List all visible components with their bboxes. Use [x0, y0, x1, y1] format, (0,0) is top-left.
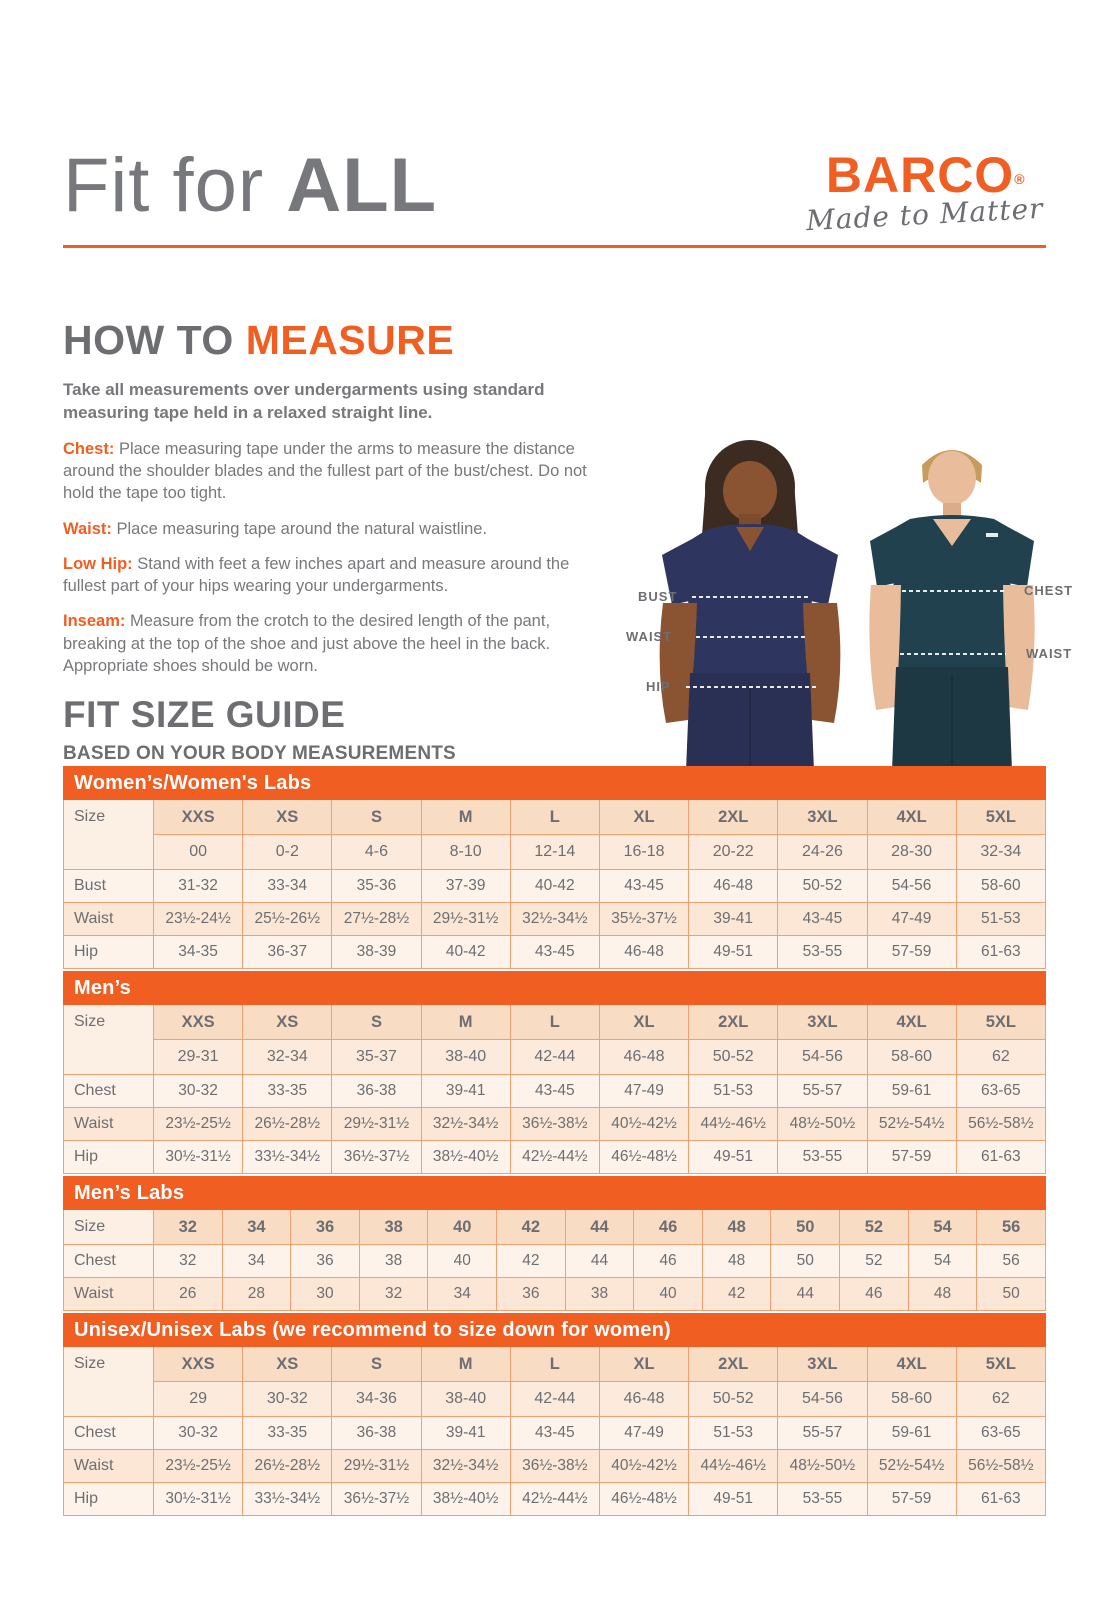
measurement-cell: 56½-58½	[956, 1108, 1045, 1141]
how-to-measure-section	[63, 317, 588, 677]
measurement-cell: 43-45	[510, 1417, 599, 1450]
size-name-cell: XXS	[154, 800, 243, 835]
row-label: Hip	[64, 1483, 154, 1516]
measurement-cell: 26½-28½	[243, 1108, 332, 1141]
size-name-cell: S	[332, 800, 421, 835]
row-label: Waist	[64, 1278, 154, 1311]
numeric-size-cell: 34-36	[332, 1382, 421, 1417]
size-corner-label: Size	[64, 1210, 154, 1245]
measure-item-inseam-text: Measure from the crotch to the desired length of the pant, breaking at the top of the shoe and just above the heel in the back. Appropriate shoes should be worn.	[63, 612, 551, 675]
measure-item-lowhip-text: Stand with feet a few inches apart and measure around the fullest part of your hips wearing your undergarments.	[63, 554, 570, 596]
fit-size-guide-header	[63, 696, 1046, 765]
size-name-cell: XS	[243, 1005, 332, 1040]
size-name-cell: 54	[908, 1210, 977, 1245]
size-corner-label: Size	[64, 1347, 154, 1417]
measurement-cell: 42½-44½	[510, 1141, 599, 1174]
measurement-cell: 36	[497, 1278, 566, 1311]
measurement-cell: 36½-38½	[510, 1450, 599, 1483]
measure-item-inseam	[63, 610, 588, 677]
measurement-cell: 43-45	[510, 936, 599, 969]
measurement-cell: 55-57	[778, 1417, 867, 1450]
size-name-cell: S	[332, 1005, 421, 1040]
measurement-cell: 36	[291, 1245, 360, 1278]
numeric-size-cell: 0-2	[243, 835, 332, 870]
measurement-cell: 57-59	[867, 1141, 956, 1174]
numeric-size-cell: 46-48	[599, 1382, 688, 1417]
numeric-size-cell: 54-56	[778, 1040, 867, 1075]
measurement-cell: 40-42	[421, 936, 510, 969]
measurement-row	[64, 903, 1046, 936]
numeric-size-cell: 50-52	[689, 1382, 778, 1417]
size-name-cell: 5XL	[956, 1347, 1045, 1382]
size-table	[63, 1176, 1046, 1311]
measurement-cell: 40½-42½	[599, 1450, 688, 1483]
size-name-row	[64, 1347, 1046, 1382]
measurement-cell: 51-53	[689, 1075, 778, 1108]
numeric-size-cell: 38-40	[421, 1382, 510, 1417]
measurement-cell: 53-55	[778, 1483, 867, 1516]
measurement-cell: 61-63	[956, 1483, 1045, 1516]
measurement-cell: 46½-48½	[599, 1141, 688, 1174]
measurement-cell: 32½-34½	[421, 1450, 510, 1483]
measurement-cell: 51-53	[956, 903, 1045, 936]
measurement-cell: 47-49	[599, 1075, 688, 1108]
numeric-size-cell: 62	[956, 1040, 1045, 1075]
registered-mark-icon: ®	[1014, 171, 1025, 187]
measurement-cell: 35-36	[332, 870, 421, 903]
measurement-cell: 34	[222, 1245, 291, 1278]
measurement-cell: 30	[291, 1278, 360, 1311]
size-name-row	[64, 1210, 1046, 1245]
numeric-size-cell: 29-31	[154, 1040, 243, 1075]
header-divider	[63, 245, 1046, 248]
measurement-cell: 30-32	[154, 1417, 243, 1450]
size-name-cell: 3XL	[778, 800, 867, 835]
measurement-cell: 50-52	[778, 870, 867, 903]
measure-item-waist-label: Waist:	[63, 519, 112, 538]
measurement-cell: 23½-25½	[154, 1108, 243, 1141]
measurement-cell: 54	[908, 1245, 977, 1278]
size-name-cell: 44	[565, 1210, 634, 1245]
measurement-cell: 52½-54½	[867, 1108, 956, 1141]
measurement-cell: 44½-46½	[689, 1450, 778, 1483]
size-name-cell: 3XL	[778, 1005, 867, 1040]
measurement-row	[64, 1483, 1046, 1516]
size-name-cell: M	[421, 1005, 510, 1040]
measurement-cell: 48	[908, 1278, 977, 1311]
measurement-cell: 56	[977, 1245, 1046, 1278]
row-label: Waist	[64, 1450, 154, 1483]
measurement-cell: 38	[359, 1245, 428, 1278]
size-name-cell: M	[421, 800, 510, 835]
measurement-cell: 59-61	[867, 1075, 956, 1108]
size-name-cell: 2XL	[689, 1005, 778, 1040]
size-name-cell: XL	[599, 1347, 688, 1382]
size-name-cell: XXS	[154, 1005, 243, 1040]
measurement-cell: 26½-28½	[243, 1450, 332, 1483]
measurement-cell: 38-39	[332, 936, 421, 969]
measurement-cell: 31-32	[154, 870, 243, 903]
row-label: Hip	[64, 936, 154, 969]
measurement-cell: 29½-31½	[421, 903, 510, 936]
measurement-cell: 42½-44½	[510, 1483, 599, 1516]
size-name-cell: 4XL	[867, 800, 956, 835]
measurement-cell: 56½-58½	[956, 1450, 1045, 1483]
numeric-size-cell: 32-34	[956, 835, 1045, 870]
measurement-cell: 40½-42½	[599, 1108, 688, 1141]
numeric-size-cell: 54-56	[778, 1382, 867, 1417]
measurement-cell: 58-60	[956, 870, 1045, 903]
size-name-cell: 50	[771, 1210, 840, 1245]
size-name-cell: 32	[154, 1210, 223, 1245]
measurement-row	[64, 936, 1046, 969]
size-table	[63, 766, 1046, 969]
size-name-cell: 38	[359, 1210, 428, 1245]
waist-left-label: WAIST	[626, 629, 673, 644]
numeric-size-cell: 12-14	[510, 835, 599, 870]
size-name-cell: XS	[243, 800, 332, 835]
numeric-size-cell: 28-30	[867, 835, 956, 870]
measurement-cell: 46½-48½	[599, 1483, 688, 1516]
size-name-cell: 52	[840, 1210, 909, 1245]
measurement-cell: 30-32	[154, 1075, 243, 1108]
row-label: Chest	[64, 1075, 154, 1108]
numeric-size-cell: 32-34	[243, 1040, 332, 1075]
measurement-cell: 39-41	[689, 903, 778, 936]
measurement-row	[64, 1141, 1046, 1174]
numeric-size-cell: 58-60	[867, 1382, 956, 1417]
measurement-cell: 39-41	[421, 1075, 510, 1108]
measurement-cell: 40	[634, 1278, 703, 1311]
row-label: Waist	[64, 1108, 154, 1141]
size-name-cell: 5XL	[956, 1005, 1045, 1040]
numeric-size-cell: 58-60	[867, 1040, 956, 1075]
measurement-cell: 38½-40½	[421, 1483, 510, 1516]
measure-item-chest-label: Chest:	[63, 439, 115, 458]
measurement-cell: 47-49	[599, 1417, 688, 1450]
measurement-cell: 46	[840, 1278, 909, 1311]
brand-logo	[805, 147, 1045, 238]
size-name-cell: 46	[634, 1210, 703, 1245]
measurement-cell: 42	[497, 1245, 566, 1278]
measurement-cell: 35½-37½	[599, 903, 688, 936]
numeric-size-cell: 46-48	[599, 1040, 688, 1075]
measurement-cell: 36½-37½	[332, 1483, 421, 1516]
size-name-cell: XS	[243, 1347, 332, 1382]
measurement-cell: 36½-37½	[332, 1141, 421, 1174]
measurement-cell: 55-57	[778, 1075, 867, 1108]
measurement-row	[64, 1075, 1046, 1108]
size-name-cell: XXS	[154, 1347, 243, 1382]
measure-intro: Take all measurements over undergarments using standard measuring tape held in a relaxed straight line.	[63, 380, 545, 422]
measurement-cell: 32	[154, 1245, 223, 1278]
measurement-cell: 28	[222, 1278, 291, 1311]
measurement-cell: 57-59	[867, 1483, 956, 1516]
measurement-cell: 46	[634, 1245, 703, 1278]
bust-label: BUST	[638, 589, 678, 604]
measurement-cell: 37-39	[421, 870, 510, 903]
numeric-size-cell: 16-18	[599, 835, 688, 870]
size-name-cell: 34	[222, 1210, 291, 1245]
measurement-cell: 63-65	[956, 1075, 1045, 1108]
size-name-cell: 40	[428, 1210, 497, 1245]
measurement-cell: 49-51	[689, 936, 778, 969]
numeric-size-cell: 50-52	[689, 1040, 778, 1075]
measure-item-inseam-label: Inseam:	[63, 612, 126, 631]
measure-item-chest	[63, 438, 588, 505]
numeric-size-cell: 8-10	[421, 835, 510, 870]
measurement-cell: 44	[771, 1278, 840, 1311]
measurement-cell: 53-55	[778, 936, 867, 969]
size-name-cell: 3XL	[778, 1347, 867, 1382]
measurement-cell: 39-41	[421, 1417, 510, 1450]
measurement-cell: 33½-34½	[243, 1483, 332, 1516]
measure-item-waist-text: Place measuring tape around the natural waistline.	[116, 519, 488, 538]
numeric-size-cell: 24-26	[778, 835, 867, 870]
size-name-cell: L	[510, 800, 599, 835]
chest-label: CHEST	[1024, 583, 1074, 598]
page-title-regular: Fit for	[63, 143, 287, 228]
measurement-cell: 54-56	[867, 870, 956, 903]
size-name-row	[64, 1005, 1046, 1040]
measurement-cell: 61-63	[956, 1141, 1045, 1174]
measurement-cell: 43-45	[778, 903, 867, 936]
measurement-cell: 33-34	[243, 870, 332, 903]
how-to-measure-title-gray: HOW TO	[63, 317, 246, 363]
measurement-cell: 33-35	[243, 1075, 332, 1108]
measurement-cell: 47-49	[867, 903, 956, 936]
size-name-cell: 2XL	[689, 1347, 778, 1382]
measurement-cell: 44½-46½	[689, 1108, 778, 1141]
measure-item-chest-text: Place measuring tape under the arms to measure the distance around the shoulder blades and the fullest part of the bust/chest. Do not hold the tape too tight.	[63, 439, 587, 503]
measurement-cell: 52	[840, 1245, 909, 1278]
size-name-cell: 42	[497, 1210, 566, 1245]
measurement-cell: 48	[702, 1245, 771, 1278]
numeric-size-cell: 42-44	[510, 1040, 599, 1075]
size-name-cell: 56	[977, 1210, 1046, 1245]
page-title-bold: ALL	[286, 143, 438, 228]
size-name-cell: XL	[599, 1005, 688, 1040]
section-header: Unisex/Unisex Labs (we recommend to size down for women)	[64, 1314, 1046, 1347]
row-label: Waist	[64, 903, 154, 936]
measurement-cell: 34-35	[154, 936, 243, 969]
row-label: Chest	[64, 1417, 154, 1450]
measurement-cell: 51-53	[689, 1417, 778, 1450]
section-header: Men’s	[64, 972, 1046, 1005]
measurement-cell: 33-35	[243, 1417, 332, 1450]
measurement-cell: 43-45	[599, 870, 688, 903]
size-name-cell: 5XL	[956, 800, 1045, 835]
numeric-size-cell: 62	[956, 1382, 1045, 1417]
measurement-cell: 61-63	[956, 936, 1045, 969]
measurement-row	[64, 1417, 1046, 1450]
measurement-cell: 50	[771, 1245, 840, 1278]
measure-item-lowhip-label: Low Hip:	[63, 554, 133, 573]
size-name-row	[64, 800, 1046, 835]
measurement-cell: 50	[977, 1278, 1046, 1311]
size-table	[63, 1313, 1046, 1516]
measurement-cell: 48½-50½	[778, 1450, 867, 1483]
size-name-cell: L	[510, 1347, 599, 1382]
size-name-cell: 48	[702, 1210, 771, 1245]
measurement-row	[64, 1245, 1046, 1278]
measurement-cell: 34	[428, 1278, 497, 1311]
measure-item-lowhip	[63, 553, 588, 598]
size-name-cell: 4XL	[867, 1347, 956, 1382]
brand-name: BARCO	[825, 147, 1015, 203]
numeric-size-row	[64, 835, 1046, 870]
numeric-size-cell: 42-44	[510, 1382, 599, 1417]
measurement-cell: 48½-50½	[778, 1108, 867, 1141]
measure-item-waist	[63, 518, 588, 540]
numeric-size-cell: 29	[154, 1382, 243, 1417]
numeric-size-cell: 00	[154, 835, 243, 870]
measurement-cell: 63-65	[956, 1417, 1045, 1450]
measurement-cell: 52½-54½	[867, 1450, 956, 1483]
numeric-size-cell: 20-22	[689, 835, 778, 870]
hip-label: HIP	[646, 679, 671, 694]
measurement-cell: 25½-26½	[243, 903, 332, 936]
measurement-cell: 43-45	[510, 1075, 599, 1108]
section-header: Women’s/Women's Labs	[64, 767, 1046, 800]
measurement-cell: 32½-34½	[421, 1108, 510, 1141]
size-table	[63, 971, 1046, 1174]
measurement-cell: 33½-34½	[243, 1141, 332, 1174]
size-name-cell: 2XL	[689, 800, 778, 835]
section-header: Men’s Labs	[64, 1177, 1046, 1210]
measurement-cell: 36-37	[243, 936, 332, 969]
size-name-cell: S	[332, 1347, 421, 1382]
measurement-cell: 26	[154, 1278, 223, 1311]
size-name-cell: M	[421, 1347, 510, 1382]
measurement-cell: 46-48	[689, 870, 778, 903]
size-tables	[63, 766, 1046, 1518]
measurement-cell: 53-55	[778, 1141, 867, 1174]
page-title	[63, 143, 438, 228]
measurement-cell: 38½-40½	[421, 1141, 510, 1174]
numeric-size-row	[64, 1382, 1046, 1417]
size-name-cell: 36	[291, 1210, 360, 1245]
size-corner-label: Size	[64, 800, 154, 870]
fit-size-guide-title: FIT SIZE GUIDE	[63, 694, 346, 735]
measurement-cell: 38	[565, 1278, 634, 1311]
measurement-row	[64, 870, 1046, 903]
measurement-cell: 46-48	[599, 936, 688, 969]
measurement-cell: 36-38	[332, 1075, 421, 1108]
measurement-cell: 29½-31½	[332, 1450, 421, 1483]
measurement-row	[64, 1450, 1046, 1483]
measurement-cell: 36-38	[332, 1417, 421, 1450]
fit-size-guide-subtitle: BASED ON YOUR BODY MEASUREMENTS	[63, 743, 456, 764]
how-to-measure-title-orange: MEASURE	[245, 317, 455, 363]
measurement-cell: 42	[702, 1278, 771, 1311]
size-name-cell: 4XL	[867, 1005, 956, 1040]
measurement-cell: 40	[428, 1245, 497, 1278]
measurement-cell: 30½-31½	[154, 1483, 243, 1516]
numeric-size-cell: 4-6	[332, 835, 421, 870]
numeric-size-row	[64, 1040, 1046, 1075]
row-label: Hip	[64, 1141, 154, 1174]
measurement-cell: 44	[565, 1245, 634, 1278]
numeric-size-cell: 30-32	[243, 1382, 332, 1417]
row-label: Chest	[64, 1245, 154, 1278]
measurement-cell: 59-61	[867, 1417, 956, 1450]
measurement-cell: 36½-38½	[510, 1108, 599, 1141]
size-name-cell: XL	[599, 800, 688, 835]
row-label: Bust	[64, 870, 154, 903]
measurement-cell: 57-59	[867, 936, 956, 969]
waist-right-label: WAIST	[1026, 646, 1073, 661]
measurement-cell: 23½-24½	[154, 903, 243, 936]
measurement-cell: 49-51	[689, 1141, 778, 1174]
measurement-cell: 32	[359, 1278, 428, 1311]
measurement-cell: 29½-31½	[332, 1108, 421, 1141]
measurement-row	[64, 1278, 1046, 1311]
measurement-cell: 27½-28½	[332, 903, 421, 936]
measurement-cell: 40-42	[510, 870, 599, 903]
brand-tagline: Made to Matter	[805, 191, 1045, 238]
size-corner-label: Size	[64, 1005, 154, 1075]
measurement-row	[64, 1108, 1046, 1141]
size-name-cell: L	[510, 1005, 599, 1040]
measurement-cell: 30½-31½	[154, 1141, 243, 1174]
how-to-measure-title	[63, 317, 588, 363]
measurement-cell: 32½-34½	[510, 903, 599, 936]
numeric-size-cell: 35-37	[332, 1040, 421, 1075]
measurement-cell: 49-51	[689, 1483, 778, 1516]
numeric-size-cell: 38-40	[421, 1040, 510, 1075]
measurement-cell: 23½-25½	[154, 1450, 243, 1483]
header	[63, 143, 1046, 240]
